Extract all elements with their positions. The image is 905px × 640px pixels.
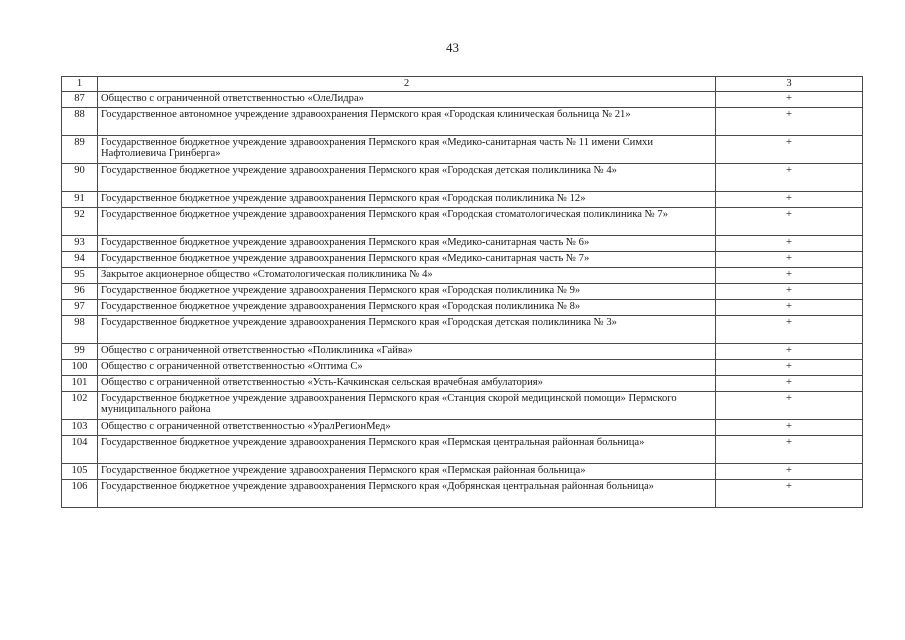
inclusion-mark: +	[716, 207, 863, 235]
inclusion-mark: +	[716, 359, 863, 375]
organization-name: Государственное бюджетное учреждение здравоохранения Пермского края «Медико-санитарная часть № 11 имени Симхи Нафтолиевича Гринберга»	[98, 135, 716, 163]
table-row	[62, 343, 863, 359]
row-number: 88	[62, 107, 98, 135]
row-number: 97	[62, 299, 98, 315]
table-row	[62, 419, 863, 435]
row-number: 100	[62, 359, 98, 375]
organization-name: Государственное бюджетное учреждение здравоохранения Пермского края «Городская детская поликлиника № 4»	[98, 163, 716, 191]
table-row	[62, 463, 863, 479]
organization-name: Государственное бюджетное учреждение здравоохранения Пермского края «Медико-санитарная часть № 6»	[98, 235, 716, 251]
table-row	[62, 479, 863, 507]
table-row	[62, 283, 863, 299]
inclusion-mark: +	[716, 135, 863, 163]
table-row	[62, 267, 863, 283]
organization-name: Государственное бюджетное учреждение здравоохранения Пермского края «Медико-санитарная часть № 7»	[98, 251, 716, 267]
table-header-row	[62, 77, 863, 92]
header-cell-1: 1	[62, 77, 98, 92]
inclusion-mark: +	[716, 343, 863, 359]
row-number: 95	[62, 267, 98, 283]
organization-name: Государственное бюджетное учреждение здравоохранения Пермского края «Пермская районная больница»	[98, 463, 716, 479]
table-row	[62, 391, 863, 419]
table-row	[62, 235, 863, 251]
header-cell-3: 3	[716, 77, 863, 92]
organization-name: Государственное бюджетное учреждение здравоохранения Пермского края «Городская поликлиника № 12»	[98, 191, 716, 207]
table-row	[62, 315, 863, 343]
organization-name: Общество с ограниченной ответственностью «ОлеЛидра»	[98, 91, 716, 107]
table-row	[62, 359, 863, 375]
organization-name: Государственное бюджетное учреждение здравоохранения Пермского края «Городская стоматологическая поликлиника № 7»	[98, 207, 716, 235]
inclusion-mark: +	[716, 191, 863, 207]
table-row	[62, 251, 863, 267]
table-row	[62, 299, 863, 315]
table-row	[62, 163, 863, 191]
inclusion-mark: +	[716, 463, 863, 479]
inclusion-mark: +	[716, 391, 863, 419]
organizations-table	[61, 76, 863, 508]
table-row	[62, 191, 863, 207]
organization-name: Общество с ограниченной ответственностью «УралРегионМед»	[98, 419, 716, 435]
inclusion-mark: +	[716, 107, 863, 135]
row-number: 92	[62, 207, 98, 235]
inclusion-mark: +	[716, 435, 863, 463]
organization-name: Общество с ограниченной ответственностью «Усть-Качкинская сельская врачебная амбулатория»	[98, 375, 716, 391]
header-cell-2: 2	[98, 77, 716, 92]
row-number: 101	[62, 375, 98, 391]
row-number: 91	[62, 191, 98, 207]
table-row	[62, 207, 863, 235]
organization-name: Государственное бюджетное учреждение здравоохранения Пермского края «Добрянская центральная районная больница»	[98, 479, 716, 507]
row-number: 104	[62, 435, 98, 463]
row-number: 96	[62, 283, 98, 299]
organization-name: Закрытое акционерное общество «Стоматологическая поликлиника № 4»	[98, 267, 716, 283]
organization-name: Общество с ограниченной ответственностью «Поликлиника «Гайва»	[98, 343, 716, 359]
page-number: 43	[446, 40, 459, 55]
table-row	[62, 107, 863, 135]
table-row	[62, 135, 863, 163]
inclusion-mark: +	[716, 299, 863, 315]
inclusion-mark: +	[716, 163, 863, 191]
inclusion-mark: +	[716, 419, 863, 435]
organization-name: Государственное автономное учреждение здравоохранения Пермского края «Городская клиническая больница № 21»	[98, 107, 716, 135]
inclusion-mark: +	[716, 251, 863, 267]
row-number: 102	[62, 391, 98, 419]
organization-name: Государственное бюджетное учреждение здравоохранения Пермского края «Городская поликлиника № 8»	[98, 299, 716, 315]
organization-name: Общество с ограниченной ответственностью «Оптима С»	[98, 359, 716, 375]
organization-name: Государственное бюджетное учреждение здравоохранения Пермского края «Станция скорой медицинской помощи» Пермского муниципального района	[98, 391, 716, 419]
row-number: 106	[62, 479, 98, 507]
table-row	[62, 91, 863, 107]
row-number: 105	[62, 463, 98, 479]
row-number: 94	[62, 251, 98, 267]
organization-name: Государственное бюджетное учреждение здравоохранения Пермского края «Городская детская поликлиника № 3»	[98, 315, 716, 343]
table-row	[62, 375, 863, 391]
inclusion-mark: +	[716, 375, 863, 391]
row-number: 99	[62, 343, 98, 359]
organization-name: Государственное бюджетное учреждение здравоохранения Пермского края «Городская поликлиника № 9»	[98, 283, 716, 299]
inclusion-mark: +	[716, 479, 863, 507]
inclusion-mark: +	[716, 235, 863, 251]
row-number: 87	[62, 91, 98, 107]
row-number: 98	[62, 315, 98, 343]
organization-name: Государственное бюджетное учреждение здравоохранения Пермского края «Пермская центральная районная больница»	[98, 435, 716, 463]
row-number: 90	[62, 163, 98, 191]
table-row	[62, 435, 863, 463]
inclusion-mark: +	[716, 283, 863, 299]
row-number: 89	[62, 135, 98, 163]
row-number: 93	[62, 235, 98, 251]
inclusion-mark: +	[716, 267, 863, 283]
row-number: 103	[62, 419, 98, 435]
inclusion-mark: +	[716, 91, 863, 107]
inclusion-mark: +	[716, 315, 863, 343]
